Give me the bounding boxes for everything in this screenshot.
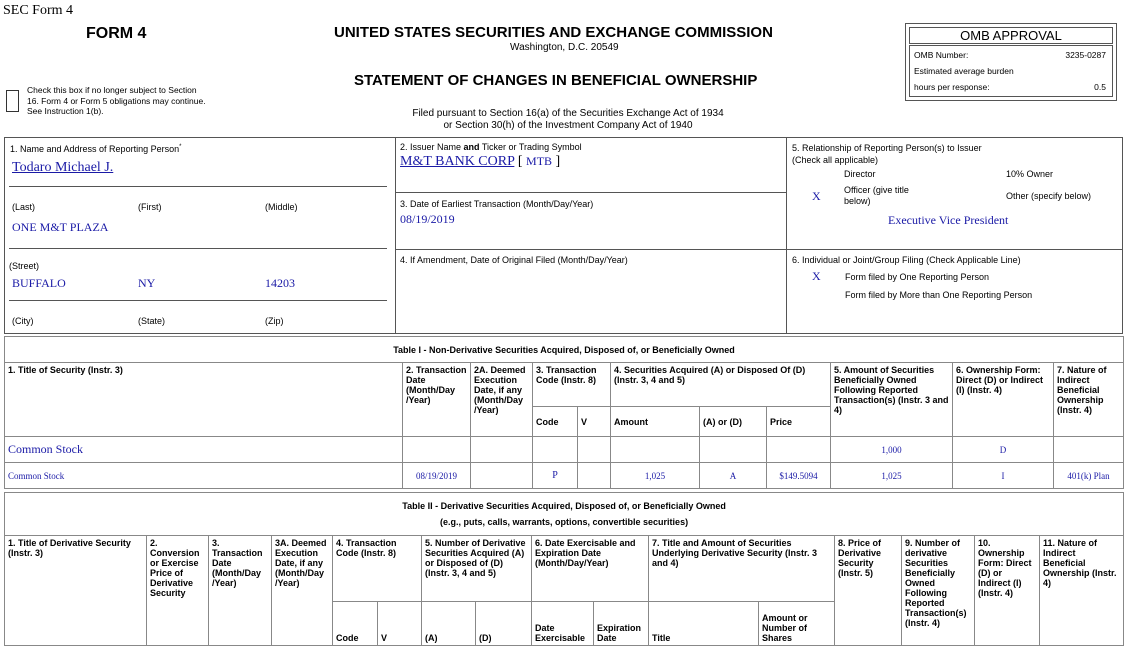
omb-hours-label: hours per response: bbox=[914, 82, 990, 92]
ten-percent-owner-label: 10% Owner bbox=[1006, 169, 1054, 179]
t1-sub-v: V bbox=[578, 407, 611, 437]
t1-r1-form: I bbox=[953, 463, 1054, 489]
t1-col-form: 6. Ownership Form: Direct (D) or Indirect (I) (Instr. 4) bbox=[953, 363, 1054, 437]
t1-r0-amount bbox=[611, 437, 700, 463]
zip-label: (Zip) bbox=[265, 316, 284, 326]
t1-r1-price: $149.5094 bbox=[767, 463, 831, 489]
director-label: Director bbox=[844, 169, 876, 179]
box1-label bbox=[10, 144, 181, 154]
t1-col-nature: 7. Nature of Indirect Beneficial Ownership (Instr. 4) bbox=[1054, 363, 1124, 437]
t2-col-underlying: 7. Title and Amount of Securities Underlying Derivative Security (Instr. 3 and 4) bbox=[649, 536, 835, 602]
box4-label: 4. If Amendment, Date of Original Filed (Month/Day/Year) bbox=[400, 255, 628, 265]
street-label: (Street) bbox=[9, 261, 40, 271]
last-label: (Last) bbox=[12, 202, 36, 212]
zip-value: 14203 bbox=[265, 276, 295, 290]
t1-col-deemed: 2A. Deemed Execution Date, if any (Month/Day /Year) bbox=[471, 363, 533, 437]
omb-title: OMB APPROVAL bbox=[909, 27, 1113, 44]
t2-sub-code: Code bbox=[333, 602, 378, 646]
t1-r0-form: D bbox=[953, 437, 1054, 463]
t2-col-number: 5. Number of Derivative Securities Acquired (A) or Disposed of (D) (Instr. 3, 4 and 5) bbox=[422, 536, 532, 602]
t1-col-owned: 5. Amount of Securities Beneficially Owned Following Reported Transaction(s) (Instr. 3 and 4) bbox=[831, 363, 953, 437]
city-label: (City) bbox=[12, 316, 34, 326]
form-title: FORM 4 bbox=[86, 25, 147, 42]
t1-r1-v bbox=[578, 463, 611, 489]
t2-sub-amount: Amount or Number of Shares bbox=[759, 602, 835, 646]
reporting-info-section bbox=[4, 137, 1123, 334]
t2-sub-expiration: Expiration Date bbox=[594, 602, 649, 646]
t1-col-code: 3. Transaction Code (Instr. 8) bbox=[533, 363, 611, 407]
officer-check-mark: X bbox=[812, 189, 821, 203]
checkbox-text-2: 16. Form 4 or Form 5 obligations may continue. bbox=[27, 95, 206, 106]
t1-r1-date: 08/19/2019 bbox=[403, 463, 471, 489]
bracket-open: [ bbox=[517, 154, 523, 169]
checkbox-instructions bbox=[27, 85, 206, 117]
t1-r0-aord bbox=[700, 437, 767, 463]
t2-col-nature: 11. Nature of Indirect Beneficial Ownership (Instr. 4) bbox=[1040, 536, 1124, 646]
t1-r0-title: Common Stock bbox=[5, 437, 403, 463]
t2-sub-exercisable: Date Exercisable bbox=[532, 602, 594, 646]
table-row bbox=[5, 463, 1124, 489]
officer-label-2: below) bbox=[844, 196, 871, 206]
issuer-name-link[interactable]: M&T BANK CORP bbox=[400, 154, 515, 169]
table-2-title-1: Table II - Derivative Securities Acquired, Disposed of, or Beneficially Owned bbox=[402, 501, 726, 511]
t1-r1-aord: A bbox=[700, 463, 767, 489]
t2-col-price: 8. Price of Derivative Security (Instr. 5) bbox=[835, 536, 902, 646]
box5-label-1: 5. Relationship of Reporting Person(s) to Issuer bbox=[792, 143, 982, 153]
t1-r0-nature bbox=[1054, 437, 1124, 463]
box1-label-text: 1. Name and Address of Reporting Person bbox=[10, 144, 180, 154]
t2-sub-v: V bbox=[378, 602, 422, 646]
table-1-title: Table I - Non-Derivative Securities Acquired, Disposed of, or Beneficially Owned bbox=[5, 337, 1124, 363]
table-row bbox=[5, 437, 1124, 463]
filed-pursuant bbox=[380, 108, 756, 132]
t2-sub-a: (A) bbox=[422, 602, 476, 646]
table-2-title bbox=[5, 493, 1124, 536]
omb-approval-box bbox=[905, 23, 1117, 101]
earliest-transaction-date: 08/19/2019 bbox=[400, 212, 455, 226]
t1-r1-owned: 1,025 bbox=[831, 463, 953, 489]
t1-r0-v bbox=[578, 437, 611, 463]
omb-hours-value: 0.5 bbox=[1094, 82, 1106, 92]
officer-label-1: Officer (give title bbox=[844, 185, 909, 195]
t1-r1-deemed bbox=[471, 463, 533, 489]
state-label: (State) bbox=[138, 316, 166, 326]
officer-label bbox=[844, 185, 909, 207]
t1-col-date: 2. Transaction Date (Month/Day /Year) bbox=[403, 363, 471, 437]
box2-label-pre: 2. Issuer Name bbox=[400, 142, 464, 152]
box5-label bbox=[792, 142, 982, 166]
first-label: (First) bbox=[138, 202, 162, 212]
t2-col-date: 3. Transaction Date (Month/Day /Year) bbox=[209, 536, 272, 646]
t1-r0-deemed bbox=[471, 437, 533, 463]
statement-title: STATEMENT OF CHANGES IN BENEFICIAL OWNERSHIP bbox=[354, 72, 758, 89]
t2-col-conversion: 2. Conversion or Exercise Price of Derivative Security bbox=[147, 536, 209, 646]
t2-col-owned: 9. Number of derivative Securities Beneficially Owned Following Reported Transaction(s) (Instr. 4) bbox=[902, 536, 975, 646]
state-value: NY bbox=[138, 276, 156, 290]
t2-col-form: 10. Ownership Form: Direct (D) or Indirect (I) (Instr. 4) bbox=[975, 536, 1040, 646]
box5-label-2: (Check all applicable) bbox=[792, 155, 879, 165]
box2-label-post: Ticker or Trading Symbol bbox=[479, 142, 582, 152]
omb-number-label: OMB Number: bbox=[914, 50, 969, 60]
agency-title: UNITED STATES SECURITIES AND EXCHANGE COMMISSION bbox=[334, 24, 773, 41]
t2-sub-title: Title bbox=[649, 602, 759, 646]
no-longer-subject-checkbox[interactable] bbox=[6, 90, 19, 112]
address-value: ONE M&T PLAZA bbox=[12, 220, 109, 234]
table-2-derivative bbox=[4, 492, 1124, 646]
t1-r1-nature: 401(k) Plan bbox=[1054, 463, 1124, 489]
sec-form-label: SEC Form 4 bbox=[3, 3, 74, 18]
box2-label-and: and bbox=[463, 142, 480, 152]
box2-label bbox=[400, 142, 582, 152]
omb-burden-label: Estimated average burden bbox=[914, 66, 1014, 76]
box6-label: 6. Individual or Joint/Group Filing (Check Applicable Line) bbox=[792, 255, 1021, 265]
t2-col-code: 4. Transaction Code (Instr. 8) bbox=[333, 536, 422, 602]
t2-col-deemed: 3A. Deemed Execution Date, if any (Month/Day /Year) bbox=[272, 536, 333, 646]
t1-r0-owned: 1,000 bbox=[831, 437, 953, 463]
filed-line-1: Filed pursuant to Section 16(a) of the Securities Exchange Act of 1934 bbox=[412, 108, 724, 119]
bracket-close: ] bbox=[555, 154, 561, 169]
issuer-line bbox=[400, 154, 560, 170]
filed-line-2: or Section 30(h) of the Investment Company Act of 1940 bbox=[443, 120, 693, 131]
t2-col-title: 1. Title of Derivative Security (Instr. 3) bbox=[5, 536, 147, 646]
t1-sub-aord: (A) or (D) bbox=[700, 407, 767, 437]
city-value: BUFFALO bbox=[12, 276, 66, 290]
agency-location: Washington, D.C. 20549 bbox=[510, 42, 619, 53]
t1-sub-amount: Amount bbox=[611, 407, 700, 437]
t2-col-exercisable: 6. Date Exercisable and Expiration Date (Month/Day/Year) bbox=[532, 536, 649, 602]
table-2-title-2: (e.g., puts, calls, warrants, options, convertible securities) bbox=[440, 517, 689, 527]
other-label: Other (specify below) bbox=[1006, 191, 1092, 201]
one-reporting-person: Form filed by One Reporting Person bbox=[845, 272, 990, 282]
t1-r0-code bbox=[533, 437, 578, 463]
t1-col-title: 1. Title of Security (Instr. 3) bbox=[5, 363, 403, 437]
table-1-non-derivative bbox=[4, 336, 1124, 489]
ticker-symbol: MTB bbox=[526, 154, 553, 168]
box3-label: 3. Date of Earliest Transaction (Month/Day/Year) bbox=[400, 199, 594, 209]
t1-col-acquired: 4. Securities Acquired (A) or Disposed Of (D) (Instr. 3, 4 and 5) bbox=[611, 363, 831, 407]
middle-label: (Middle) bbox=[265, 202, 298, 212]
box6-check-mark: X bbox=[812, 269, 821, 283]
omb-number-value: 3235-0287 bbox=[1065, 50, 1106, 60]
t1-r0-price bbox=[767, 437, 831, 463]
t2-sub-d: (D) bbox=[476, 602, 532, 646]
officer-title: Executive Vice President bbox=[888, 213, 1009, 227]
reporting-person-name-link[interactable]: Todaro Michael J. bbox=[12, 160, 114, 175]
checkbox-text-3: See Instruction 1(b). bbox=[27, 106, 104, 116]
t1-r1-title: Common Stock bbox=[5, 463, 403, 489]
t1-r1-code: P bbox=[533, 463, 578, 489]
t1-r1-amount: 1,025 bbox=[611, 463, 700, 489]
box1-asterisk: * bbox=[179, 144, 182, 150]
more-reporting-persons: Form filed by More than One Reporting Person bbox=[845, 290, 1033, 300]
checkbox-text-1: Check this box if no longer subject to Section bbox=[27, 85, 197, 95]
t1-sub-price: Price bbox=[767, 407, 831, 437]
t1-r0-date bbox=[403, 437, 471, 463]
omb-details bbox=[909, 45, 1113, 97]
t1-sub-code: Code bbox=[533, 407, 578, 437]
